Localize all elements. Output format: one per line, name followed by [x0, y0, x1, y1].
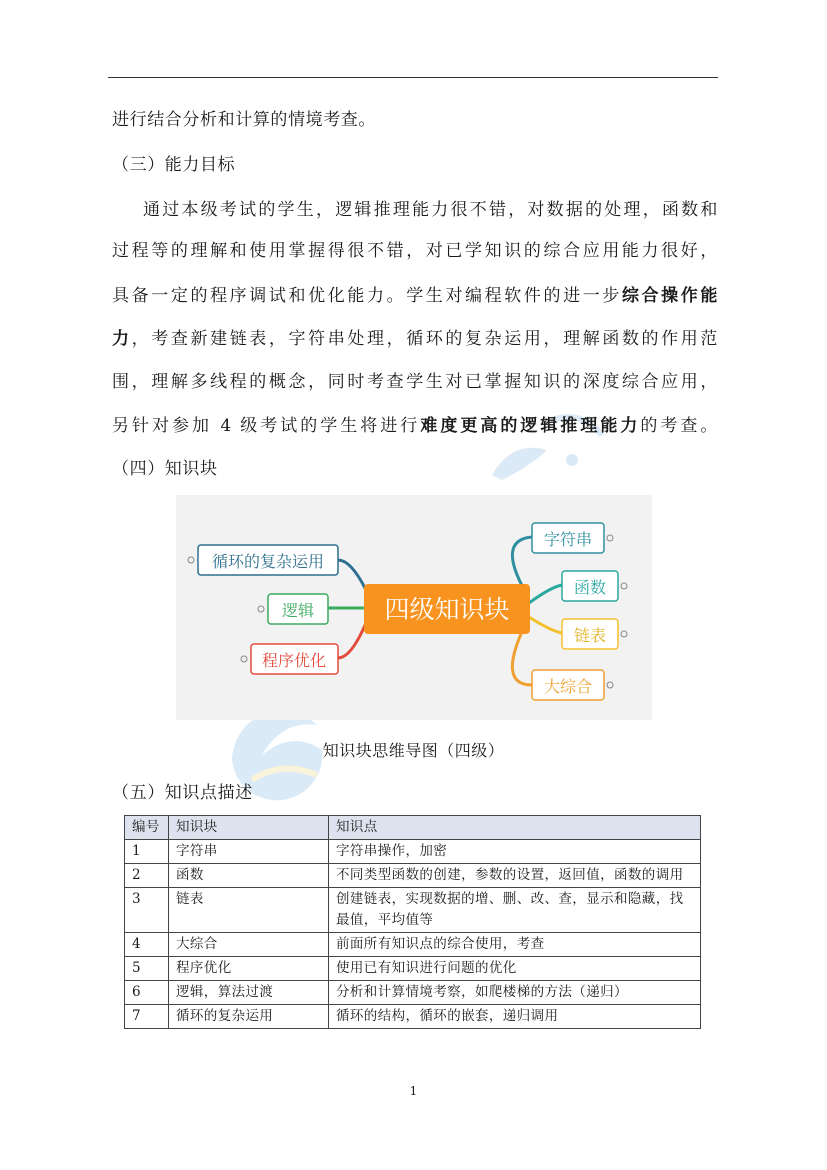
table-cell: 大综合 [169, 933, 329, 957]
center-node-label: 四级知识块 [384, 595, 510, 624]
connector-linkedlist [529, 617, 562, 633]
section-heading: （五）知识点描述 [112, 783, 253, 803]
section-heading: （三）能力目标 [112, 155, 236, 175]
table-cell: 链表 [169, 888, 329, 933]
table-cell: 6 [125, 981, 169, 1005]
table-cell: 字符串 [169, 840, 329, 864]
table-row [125, 981, 701, 1005]
table-cell: 程序优化 [169, 957, 329, 981]
table-cell: 循环的结构，循环的嵌套，递归调用 [329, 1005, 701, 1029]
table-cell: 函数 [169, 864, 329, 888]
node-comprehensive-label: 大综合 [543, 677, 593, 696]
table-cell: 循环的复杂运用 [169, 1005, 329, 1029]
node-loop-label: 循环的复杂运用 [211, 552, 325, 571]
node-logic-label: 逻辑 [281, 601, 315, 620]
bold-phrase: 难度更高的逻辑推理能力 [420, 416, 641, 436]
connector-loop [338, 560, 366, 590]
table-header-row [125, 816, 701, 840]
table-cell: 使用已有知识进行问题的优化 [329, 957, 701, 981]
knowledge-point-table [124, 815, 701, 1029]
page-number: 1 [409, 1084, 418, 1098]
table-cell: 2 [125, 864, 169, 888]
paragraph-line: 力，考查新建链表，字符串处理，循环的复杂运用，理解函数的作用范 [112, 329, 719, 349]
node-optimize-label: 程序优化 [261, 651, 327, 670]
figure-caption: 知识块思维导图（四级） [322, 741, 505, 760]
column-header: 知识块 [169, 816, 329, 840]
table-cell: 4 [125, 933, 169, 957]
connector-function [529, 585, 562, 603]
connector-optimize [338, 623, 366, 658]
table-cell: 创建链表，实现数据的增、删、改、查，显示和隐藏，找最值，平均值等 [329, 888, 701, 933]
table-cell: 5 [125, 957, 169, 981]
paragraph-line: 进行结合分析和计算的情境考查。 [112, 110, 376, 130]
table-row [125, 864, 701, 888]
table-row [125, 957, 701, 981]
paragraph-line: 另针对参加 4 级考试的学生将进行难度更高的逻辑推理能力的考查。 [112, 416, 718, 436]
watermark-logo [472, 380, 622, 500]
bold-phrase: 综合操作能 [621, 286, 718, 306]
table-row [125, 1005, 701, 1029]
column-header: 编号 [125, 816, 169, 840]
table-cell: 逻辑，算法过渡 [169, 981, 329, 1005]
bold-phrase: 力 [112, 329, 132, 349]
node-linkedlist-label: 链表 [573, 626, 607, 645]
table-cell: 3 [125, 888, 169, 933]
paragraph-line: 具备一定的程序调试和优化能力。学生对编程软件的进一步综合操作能 [112, 286, 718, 306]
table-cell: 7 [125, 1005, 169, 1029]
table-cell: 字符串操作，加密 [329, 840, 701, 864]
table-cell: 1 [125, 840, 169, 864]
section-heading: （四）知识块 [112, 459, 218, 479]
table-row [125, 840, 701, 864]
paragraph-line: 围，理解多线程的概念，同时考查学生对已掌握知识的深度综合应用， [112, 372, 718, 392]
header-rule [108, 77, 718, 78]
node-string-label: 字符串 [543, 530, 593, 549]
table-cell: 分析和计算情境考察，如爬楼梯的方法（递归） [329, 981, 701, 1005]
table-cell: 前面所有知识点的综合使用，考查 [329, 933, 701, 957]
node-function-label: 函数 [573, 578, 607, 597]
table-row [125, 933, 701, 957]
column-header: 知识点 [329, 816, 701, 840]
table-row [125, 888, 701, 933]
mind-map [176, 495, 652, 720]
table-cell: 不同类型函数的创建，参数的设置，返回值，函数的调用 [329, 864, 701, 888]
paragraph-line: 通过本级考试的学生，逻辑推理能力很不错，对数据的处理，函数和 [143, 200, 718, 220]
paragraph-line: 过程等的理解和使用掌握得很不错，对已学知识的综合应用能力很好， [112, 241, 718, 261]
